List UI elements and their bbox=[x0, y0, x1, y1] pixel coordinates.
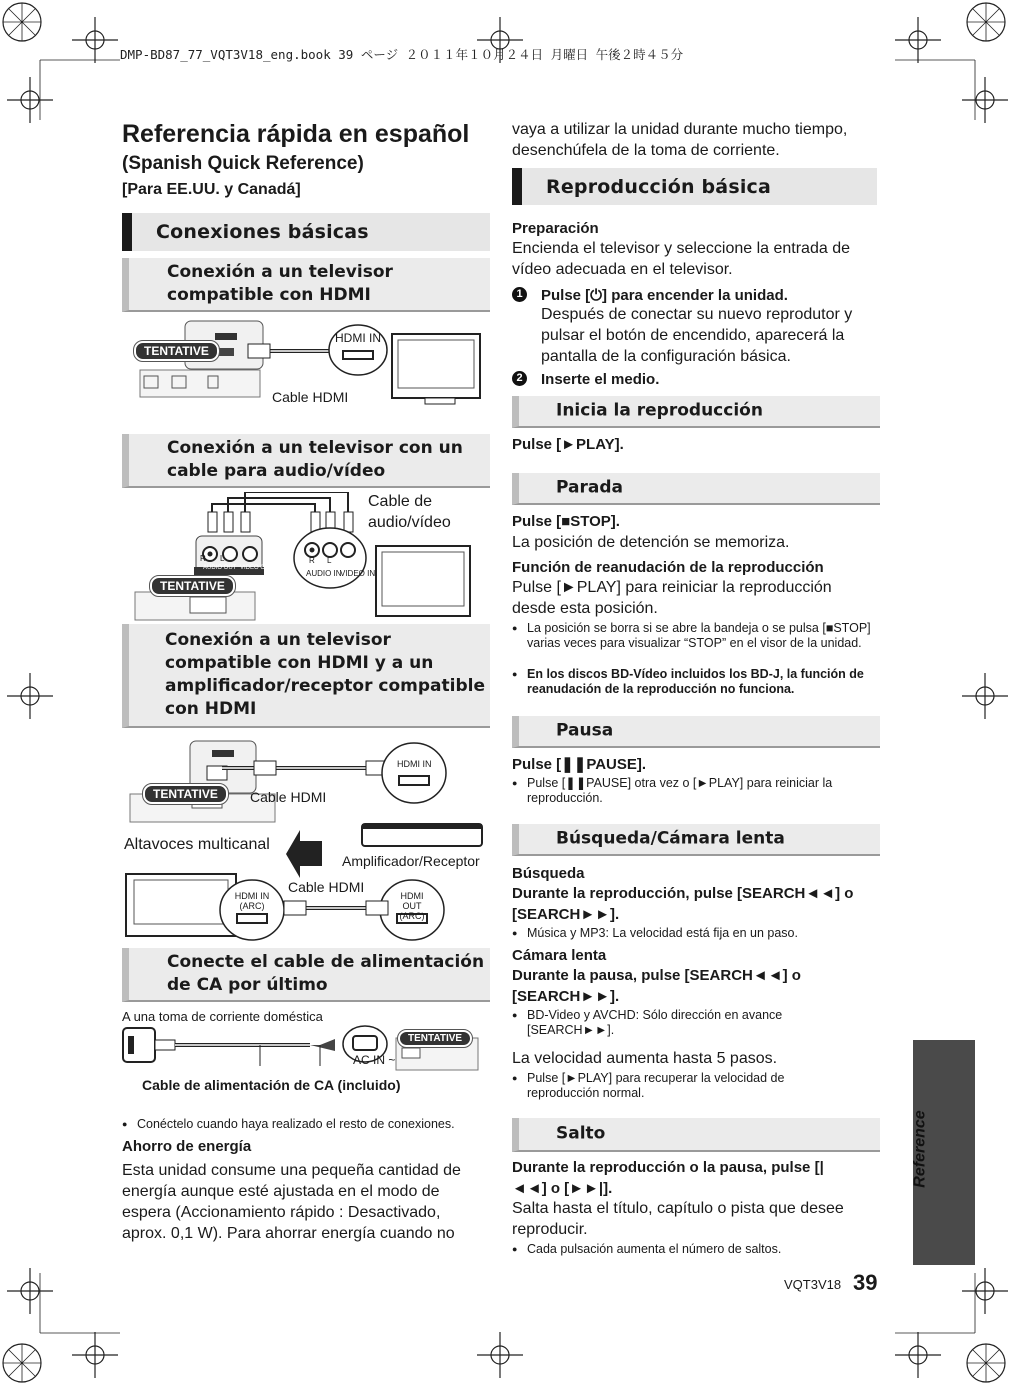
file-header-line: DMP-BD87_77_VQT3V18_eng.book 39 ページ ２０１１年１０月２４日 月曜日 午後２時４５分 bbox=[120, 47, 684, 62]
label-cable-hdmi-1: Cable HDMI bbox=[272, 389, 349, 405]
subsection-ac-power: Conecte el cable de alimentación de CA por último bbox=[122, 948, 490, 1002]
pause-bullet-1: ● Pulse [❚❚PAUSE] otra vez o [►PLAY] para reiniciar la reproducción. bbox=[512, 776, 877, 806]
label-video-in: VIDEO IN bbox=[340, 569, 376, 578]
footer-code: VQT3V18 bbox=[784, 1277, 842, 1292]
label-r-out: R bbox=[200, 554, 206, 563]
stop-text-2: La posición de detención se memoriza. bbox=[512, 534, 790, 551]
skip-title: Durante la reproducción o la pausa, pulse [|◄◄] o [►►|]. bbox=[512, 1159, 824, 1197]
page-number: 39 bbox=[853, 1270, 878, 1295]
slow-text: Durante la pausa, pulse [SEARCH◄◄] o [SEARCH►►]. bbox=[512, 967, 801, 1005]
skip-bullet-1: ● Cada pulsación aumenta el número de saltos. bbox=[512, 1242, 877, 1257]
prep-text: Encienda el televisor y seleccione la entrada de vídeo adecuada en el televisor. bbox=[512, 240, 850, 278]
section-conexiones: Conexiones básicas bbox=[122, 213, 490, 251]
step-2-number: 2 bbox=[512, 371, 527, 386]
subsection-search: Búsqueda/Cámara lenta bbox=[512, 824, 880, 856]
tentative-badge-2: TENTATIVE bbox=[150, 576, 235, 596]
prep-title: Preparación bbox=[512, 220, 599, 237]
label-acin: AC IN ~ bbox=[353, 1053, 396, 1067]
skip-text: Salta hasta el título, capítulo o pista que desee reproducir. bbox=[512, 1200, 844, 1238]
resume-bullet-1: ● La posición se borra si se abre la bandeja o se pulsa [■STOP] varias veces para visualizar “STOP” en el visor de la unidad. bbox=[512, 621, 877, 651]
slow-bullet-1: ● BD-Video y AVCHD: Sólo dirección en avance [SEARCH►►]. bbox=[512, 1008, 812, 1038]
label-speakers: Altavoces multicanal bbox=[124, 836, 270, 853]
subsection-stop: Parada bbox=[512, 473, 880, 505]
resume-text: Pulse [►PLAY] para reiniciar la reproducción desde esta posición. bbox=[512, 579, 832, 617]
subsection-hdmi-tv: Conexión a un televisor compatible con HDMI bbox=[122, 258, 490, 312]
resume-title: Función de reanudación de la reproducción bbox=[512, 559, 824, 576]
subsection-hdmi-amp: Conexión a un televisor compatible con HDMI y a un amplificador/receptor compatible con HDMI bbox=[122, 624, 490, 728]
reference-side-label: Reference bbox=[911, 1110, 929, 1188]
page-title: Referencia rápida en español bbox=[122, 120, 470, 148]
search-text: Durante la reproducción, pulse [SEARCH◄◄] o [SEARCH►►]. bbox=[512, 885, 854, 923]
subsection-skip: Salto bbox=[512, 1118, 880, 1152]
page-subtitle: (Spanish Quick Reference) bbox=[122, 153, 364, 174]
step-1-text: Después de conectar su nuevo reprodutor y pulsar el botón de encendido, aparecerá la pantalla de la configuración básica. bbox=[541, 306, 853, 365]
tentative-badge-3: TENTATIVE bbox=[143, 784, 228, 804]
step-1-number: 1 bbox=[512, 287, 527, 302]
search-bullet-1: ● Música y MP3: La velocidad está fija en un paso. bbox=[512, 926, 877, 941]
label-ac-cable: Cable de alimentación de CA (incluido) bbox=[142, 1077, 401, 1093]
continued-text: vaya a utilizar la unidad durante mucho tiempo, desenchúfela de la toma de corriente. bbox=[512, 121, 848, 159]
energy-title: Ahorro de energía bbox=[122, 1138, 252, 1155]
label-video-out: VIDEO OUT bbox=[240, 565, 274, 571]
pause-text: Pulse [❚❚PAUSE]. bbox=[512, 756, 647, 773]
label-amp: Amplificador/Receptor bbox=[342, 853, 480, 869]
label-outlet: A una toma de corriente doméstica bbox=[122, 1009, 323, 1024]
label-audio-out: AUDIO OUT bbox=[203, 565, 237, 571]
search-title: Búsqueda bbox=[512, 865, 585, 882]
label-hdmi-in-1: HDMI IN bbox=[335, 331, 381, 345]
speed-bullet-1: ● Pulse [►PLAY] para recuperar la velocidad de reproducción normal. bbox=[512, 1071, 812, 1101]
label-audio-in: AUDIO IN bbox=[306, 569, 342, 578]
subsection-av-tv: Conexión a un televisor con un cable para audio/vídeo bbox=[122, 434, 490, 488]
tentative-badge-4: TENTATIVE bbox=[398, 1030, 472, 1047]
step-2-title: Inserte el medio. bbox=[541, 371, 660, 388]
play-text: Pulse [►PLAY]. bbox=[512, 436, 624, 453]
label-hdmi-in-arc: HDMI IN (ARC) bbox=[234, 891, 270, 911]
label-r-in: R bbox=[309, 556, 315, 565]
step-1-title: Pulse [⏻] para encender la unidad. bbox=[541, 287, 788, 304]
label-l-in: L bbox=[327, 556, 332, 565]
subsection-pause: Pausa bbox=[512, 716, 880, 748]
label-l-out: L bbox=[220, 554, 225, 563]
label-cable-hdmi-2: Cable HDMI bbox=[250, 789, 327, 805]
label-av-cable: Cable de audio/vídeo bbox=[368, 493, 451, 531]
resume-bullet-2: ● En los discos BD-Vídeo incluidos los BD-J, la función de reanudación de la reproducción no funciona. bbox=[512, 667, 877, 697]
subsection-play: Inicia la reproducción bbox=[512, 396, 880, 428]
slow-title: Cámara lenta bbox=[512, 947, 607, 964]
page-region: [Para EE.UU. y Canadá] bbox=[122, 181, 301, 198]
label-hdmi-out-arc: HDMI OUT (ARC) bbox=[399, 891, 425, 921]
tentative-badge-1: TENTATIVE bbox=[134, 341, 219, 361]
label-cable-hdmi-3: Cable HDMI bbox=[288, 879, 365, 895]
bullet-connect-last: ● Conéctelo cuando haya realizado el resto de conexiones. bbox=[122, 1117, 490, 1132]
label-hdmi-in-2: HDMI IN bbox=[397, 759, 432, 769]
stop-text-1: Pulse [■STOP]. bbox=[512, 513, 620, 530]
section-reproduccion: Reproducción básica bbox=[512, 168, 877, 205]
speed-text: La velocidad aumenta hasta 5 pasos. bbox=[512, 1050, 778, 1067]
energy-text: Esta unidad consume una pequeña cantidad de energía aunque esté ajustada en el modo de espera (Accionamiento rápido : Desactivado, aprox. 0,1 W). Para ahorrar energía cuando no bbox=[122, 1162, 461, 1242]
